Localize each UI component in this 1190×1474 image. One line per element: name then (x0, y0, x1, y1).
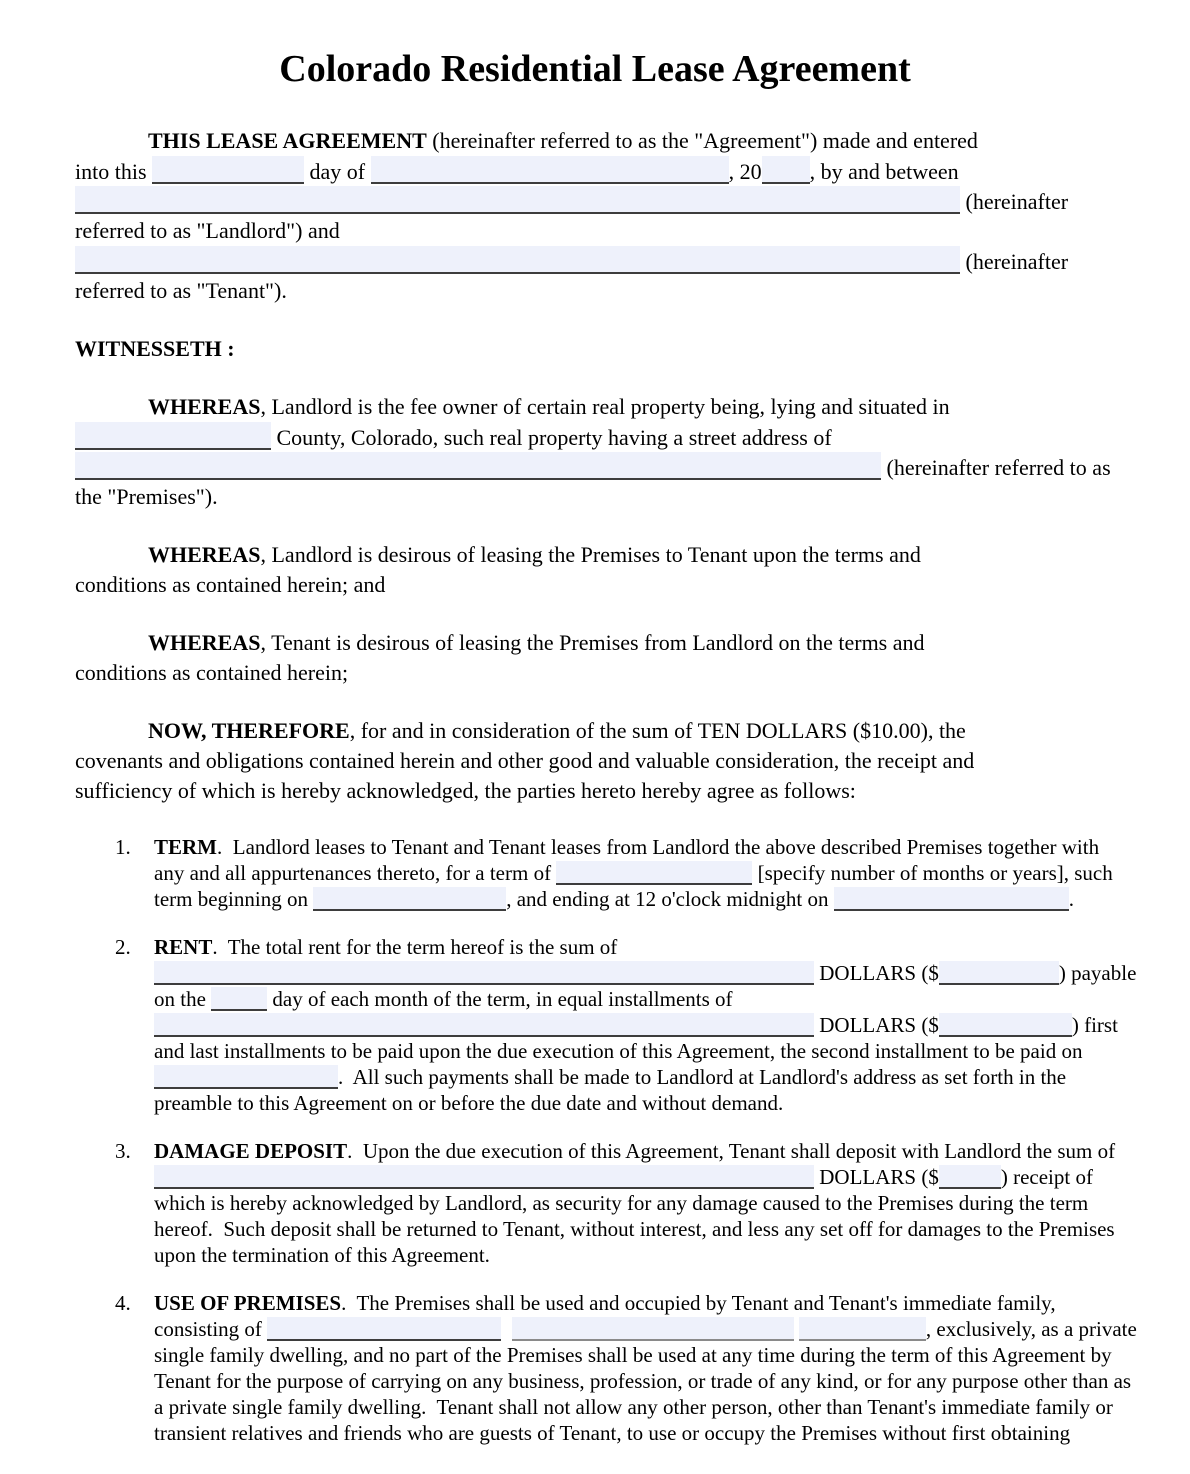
text-line (154, 834, 1160, 860)
text-segment: referred to as "Landlord") and (75, 218, 340, 243)
document-body (0, 126, 1190, 1446)
text-segment: DOLLARS ($ (814, 1013, 939, 1037)
text-line (154, 1138, 1160, 1164)
blank-field[interactable] (556, 861, 752, 885)
text-line (75, 246, 1160, 276)
text-segment: which is hereby acknowledged by Landlord, as security for any damage caused to the Premises during the term (154, 1191, 1089, 1215)
text-segment: (hereinafter referred to as (881, 455, 1111, 480)
item-number: 4. (115, 1291, 131, 1315)
text-segment: a private single family dwelling. Tenant shall not allow any other person, other than Tenant's immediate family or (154, 1395, 1113, 1419)
text-line (154, 1090, 1160, 1116)
bold-text-segment: THIS LEASE AGREEMENT (148, 128, 427, 153)
witnesseth-heading (75, 334, 1160, 364)
text-segment: , exclusively, as a private (925, 1317, 1137, 1341)
text-segment: , 20 (728, 159, 762, 184)
blank-field[interactable] (939, 1013, 1072, 1037)
text-segment: on the (154, 987, 212, 1011)
text-line (154, 1394, 1160, 1420)
blank-field[interactable] (939, 961, 1059, 985)
item-number: 1. (115, 835, 131, 859)
text-segment: ) receipt of (1000, 1165, 1093, 1189)
blank-field[interactable] (154, 1165, 814, 1189)
text-line (75, 156, 1160, 186)
text-segment: DOLLARS ($ (814, 1165, 939, 1189)
text-line (75, 628, 1160, 658)
blank-field[interactable] (75, 452, 881, 480)
text-segment: term beginning on (154, 887, 314, 911)
blank-field[interactable] (152, 156, 304, 184)
whereas-tenant-desirous-paragraph (75, 628, 1160, 688)
text-segment: (hereinafter referred to as the "Agreement") made and entered (426, 128, 978, 153)
bold-text-segment: NOW, THEREFORE (148, 718, 350, 743)
text-segment: . Upon the due execution of this Agreement, Tenant shall deposit with Landlord the sum of (347, 1139, 1116, 1163)
text-line (75, 126, 1160, 156)
text-line (75, 570, 1160, 600)
text-segment: County, Colorado, such real property having a street address of (271, 425, 832, 450)
text-segment: hereof. Such deposit shall be returned to Tenant, without interest, and less any set off for damages to the Premises (154, 1217, 1115, 1241)
text-segment: DOLLARS ($ (814, 961, 939, 985)
bold-text-segment: WHEREAS (148, 630, 261, 655)
bold-text-segment: TERM (154, 835, 217, 859)
text-line (75, 776, 1160, 806)
text-segment: sufficiency of which is hereby acknowledged, the parties hereto hereby agree as follows: (75, 778, 856, 803)
text-segment: , Landlord is the fee owner of certain real property being, lying and situated in (260, 394, 950, 419)
text-segment: covenants and obligations contained herein and other good and valuable consideration, the receipt and (75, 748, 975, 773)
intro-paragraph (75, 126, 1160, 306)
item-damage-deposit (75, 1138, 1160, 1268)
text-segment: ) first (1071, 1013, 1118, 1037)
item-term (75, 834, 1160, 912)
text-segment: , and ending at 12 o'clock midnight on (506, 887, 834, 911)
text-line (75, 422, 1160, 452)
text-segment: . All such payments shall be made to Landlord at Landlord's address as set forth in the (338, 1065, 1067, 1089)
text-line (75, 216, 1160, 246)
text-segment: (hereinafter (960, 249, 1069, 274)
bold-text-segment: WHEREAS (148, 394, 261, 419)
item-number: 2. (115, 935, 131, 959)
text-line (75, 276, 1160, 306)
text-segment: . The total rent for the term hereof is the sum of (212, 935, 618, 959)
bold-text-segment: DAMAGE DEPOSIT (154, 1139, 348, 1163)
blank-field[interactable] (211, 987, 267, 1011)
text-segment: the "Premises"). (75, 484, 218, 509)
text-segment: conditions as contained herein; and (75, 572, 386, 597)
text-line (75, 658, 1160, 688)
text-segment: any and all appurtenances thereto, for a term of (154, 861, 557, 885)
text-line (75, 392, 1160, 422)
text-line (154, 986, 1160, 1012)
text-segment: conditions as contained herein; (75, 660, 349, 685)
text-line (154, 860, 1160, 886)
item-use-of-premises (75, 1290, 1160, 1446)
blank-field[interactable] (154, 1065, 338, 1089)
text-segment: upon the termination of this Agreement. (154, 1243, 490, 1267)
text-segment: ) payable (1058, 961, 1137, 985)
item-rent (75, 934, 1160, 1116)
blank-field[interactable] (75, 246, 960, 274)
text-segment: day of each month of the term, in equal installments of (267, 987, 733, 1011)
text-segment: , by and between (809, 159, 959, 184)
text-segment: preamble to this Agreement on or before the due date and without demand. (154, 1091, 784, 1115)
bold-text-segment: WITNESSETH : (75, 336, 235, 361)
text-segment: (hereinafter (960, 189, 1069, 214)
text-segment: Tenant for the purpose of carrying on any business, profession, or trade of any kind, or for any purpose other than as (154, 1369, 1132, 1393)
text-line (154, 960, 1160, 986)
text-segment: transient relatives and friends who are guests of Tenant, to use or occupy the Premises without first obtaining (154, 1421, 1071, 1445)
blank-field[interactable] (154, 1013, 814, 1037)
text-line (154, 934, 1160, 960)
text-line (75, 482, 1160, 512)
text-segment: . Landlord leases to Tenant and Tenant leases from Landlord the above described Premises together with (217, 835, 1100, 859)
whereas-fee-owner-paragraph (75, 392, 1160, 512)
text-segment: , Landlord is desirous of leasing the Premises to Tenant upon the terms and (260, 542, 921, 567)
blank-field[interactable] (762, 156, 810, 184)
item-number: 3. (115, 1139, 131, 1163)
text-segment: and last installments to be paid upon the due execution of this Agreement, the second installment to be paid on (154, 1039, 1083, 1063)
text-line (75, 746, 1160, 776)
text-segment: day of (304, 159, 371, 184)
text-segment: consisting of (154, 1317, 268, 1341)
blank-field[interactable] (834, 887, 1069, 911)
text-segment (501, 1317, 512, 1341)
blank-field[interactable] (371, 156, 729, 184)
text-segment: . The Premises shall be used and occupied by Tenant and Tenant's immediate family, (341, 1291, 1056, 1315)
blank-field[interactable] (512, 1317, 794, 1341)
text-line (154, 1368, 1160, 1394)
text-segment: . (1068, 887, 1074, 911)
text-line (154, 1316, 1160, 1342)
text-line (75, 334, 1160, 364)
blank-field[interactable] (154, 961, 814, 985)
text-line (154, 1038, 1160, 1064)
bold-text-segment: USE OF PREMISES (154, 1291, 342, 1315)
blank-field[interactable] (939, 1165, 1001, 1189)
text-line (154, 1242, 1160, 1268)
text-line (154, 1164, 1160, 1190)
text-segment: single family dwelling, and no part of the Premises shall be used at any time during the term of this Agreement by (154, 1343, 1112, 1367)
whereas-landlord-desirous-paragraph (75, 540, 1160, 600)
bold-text-segment: WHEREAS (148, 542, 261, 567)
document-title: Colorado Residential Lease Agreement (279, 48, 911, 90)
text-line (75, 540, 1160, 570)
blank-field[interactable] (75, 186, 960, 214)
bold-text-segment: RENT (154, 935, 213, 959)
text-line (75, 716, 1160, 746)
text-segment: , Tenant is desirous of leasing the Premises from Landlord on the terms and (260, 630, 925, 655)
text-line (75, 452, 1160, 482)
text-line (154, 1342, 1160, 1368)
text-line (75, 186, 1160, 216)
text-line (154, 1420, 1160, 1446)
blank-field[interactable] (75, 422, 271, 450)
text-segment: referred to as "Tenant"). (75, 278, 287, 303)
now-therefore-paragraph (75, 716, 1160, 806)
blank-field[interactable] (799, 1317, 926, 1341)
blank-field[interactable] (313, 887, 506, 911)
blank-field[interactable] (267, 1317, 501, 1341)
text-line (154, 1216, 1160, 1242)
text-line (154, 1064, 1160, 1090)
text-line (154, 1190, 1160, 1216)
text-segment: , for and in consideration of the sum of TEN DOLLARS ($10.00), the (349, 718, 966, 743)
text-segment: into this (75, 159, 153, 184)
text-line (154, 1290, 1160, 1316)
text-line (154, 1012, 1160, 1038)
text-line (154, 886, 1160, 912)
text-segment: [specify number of months or years], such (752, 861, 1113, 885)
